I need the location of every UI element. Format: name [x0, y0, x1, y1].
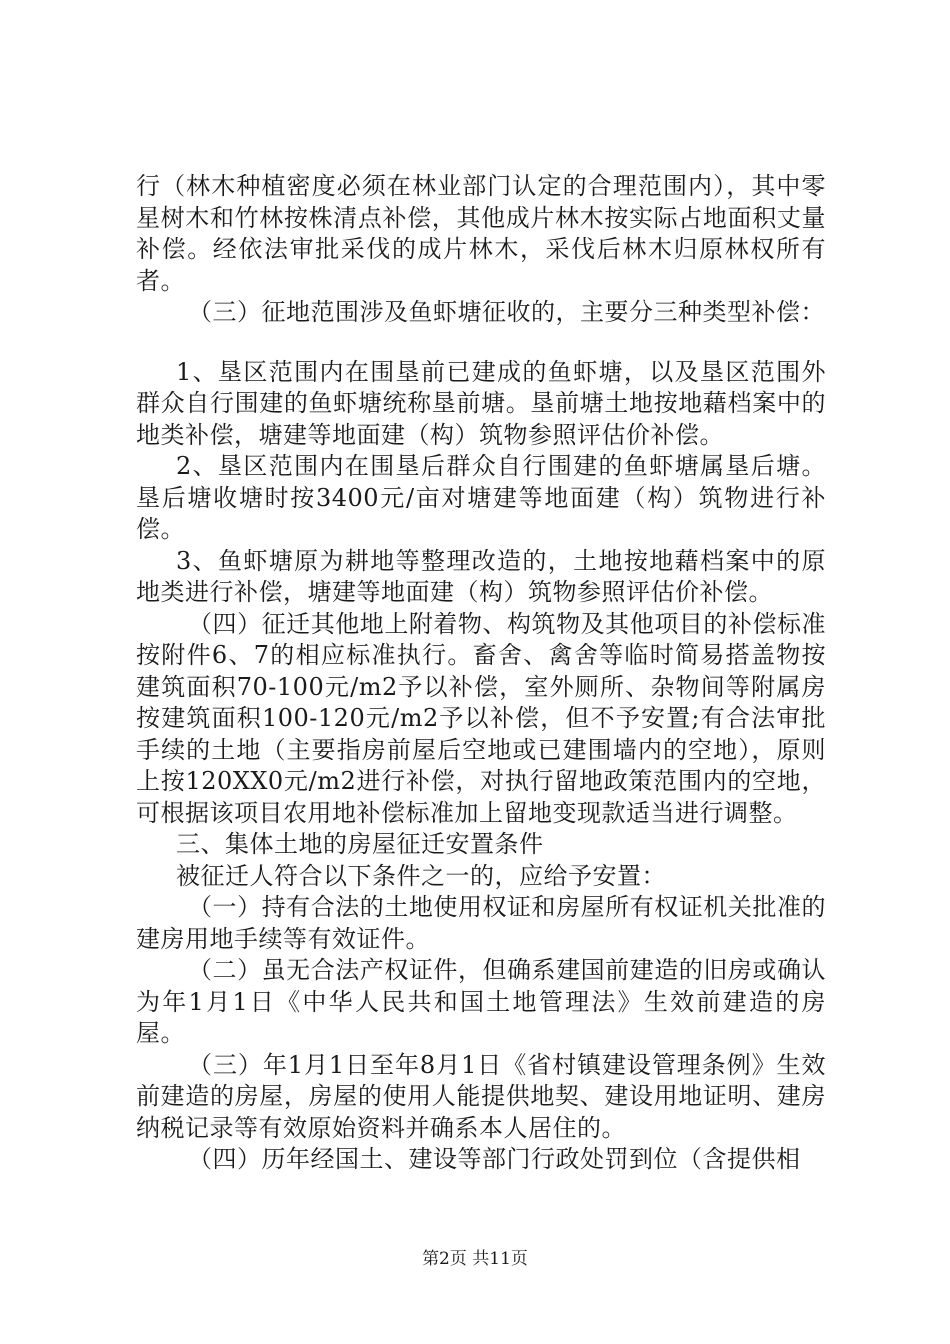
paragraph-subitem-1: 1、垦区范围内在围垦前已建成的鱼虾塘，以及垦区范围外群众自行围建的鱼虾塘统称垦前塘。垦前塘土地按地藉档案中的地类补偿，塘建等地面建（构）筑物参照评估价补偿。 — [136, 357, 826, 449]
paragraph-item-3: （三）征地范围涉及鱼虾塘征收的，主要分三种类型补偿： — [188, 298, 825, 326]
page-number-footer: 第2页 共11页 — [422, 1249, 528, 1269]
section-heading: 三、集体土地的房屋征迁安置条件 — [176, 830, 544, 858]
paragraph-intro: 被征迁人符合以下条件之一的，应给予安置： — [176, 861, 666, 890]
document-body — [136, 171, 826, 1176]
paragraph-condition-3: （三）年1月1日至年8月1日《省村镇建设管理条例》生效前建造的房屋，房屋的使用人能提供地契、建设用地证明、建房纳税记录等有效原始资料并确系本人居住的。 — [136, 1050, 826, 1142]
paragraph-continuation: 行（林木种植密度必须在林业部门认定的合理范围内），其中零星树木和竹林按株清点补偿，其他成片林木按实际占地面积丈量补偿。经依法审批采伐的成片林木，采伐后林木归原林权所有者。 — [136, 172, 826, 295]
paragraph-condition-2: （二）虽无合法产权证件，但确系建国前建造的旧房或确认为年1月1日《中华人民共和国土地管理法》生效前建造的房屋。 — [136, 956, 826, 1047]
paragraph-subitem-3: 3、鱼虾塘原为耕地等整理改造的，土地按地藉档案中的原地类进行补偿，塘建等地面建（构）筑物参照评估价补偿。 — [136, 546, 826, 606]
paragraph-subitem-2: 2、垦区范围内在围垦后群众自行围建的鱼虾塘属垦后塘。垦后塘收塘时按3400元/亩对塘建等地面建（构）筑物进行补偿。 — [136, 452, 826, 543]
paragraph-item-4: （四）征迁其他地上附着物、构筑物及其他项目的补偿标准按附件6、7的相应标准执行。畜舍、禽舍等临时简易搭盖物按建筑面积70-100元/m2予以补偿，室外厕所、杂物间等附属房按建筑面积100-120元/m2予以补偿，但不予安置;有合法审批手续的土地（主要指房前屋后空地或已建围墙内的空地），原则上按120XX0元/m2进行补偿，对执行留地政策范围内的空地，可根据该项目农用地补偿标准加上留地变现款适当进行调整。 — [136, 609, 826, 827]
paragraph-condition-4: （四）历年经国土、建设等部门行政处罚到位（含提供相 — [188, 1145, 801, 1173]
paragraph-condition-1: （一）持有合法的土地使用权证和房屋所有权证机关批准的建房用地手续等有效证件。 — [136, 893, 826, 953]
